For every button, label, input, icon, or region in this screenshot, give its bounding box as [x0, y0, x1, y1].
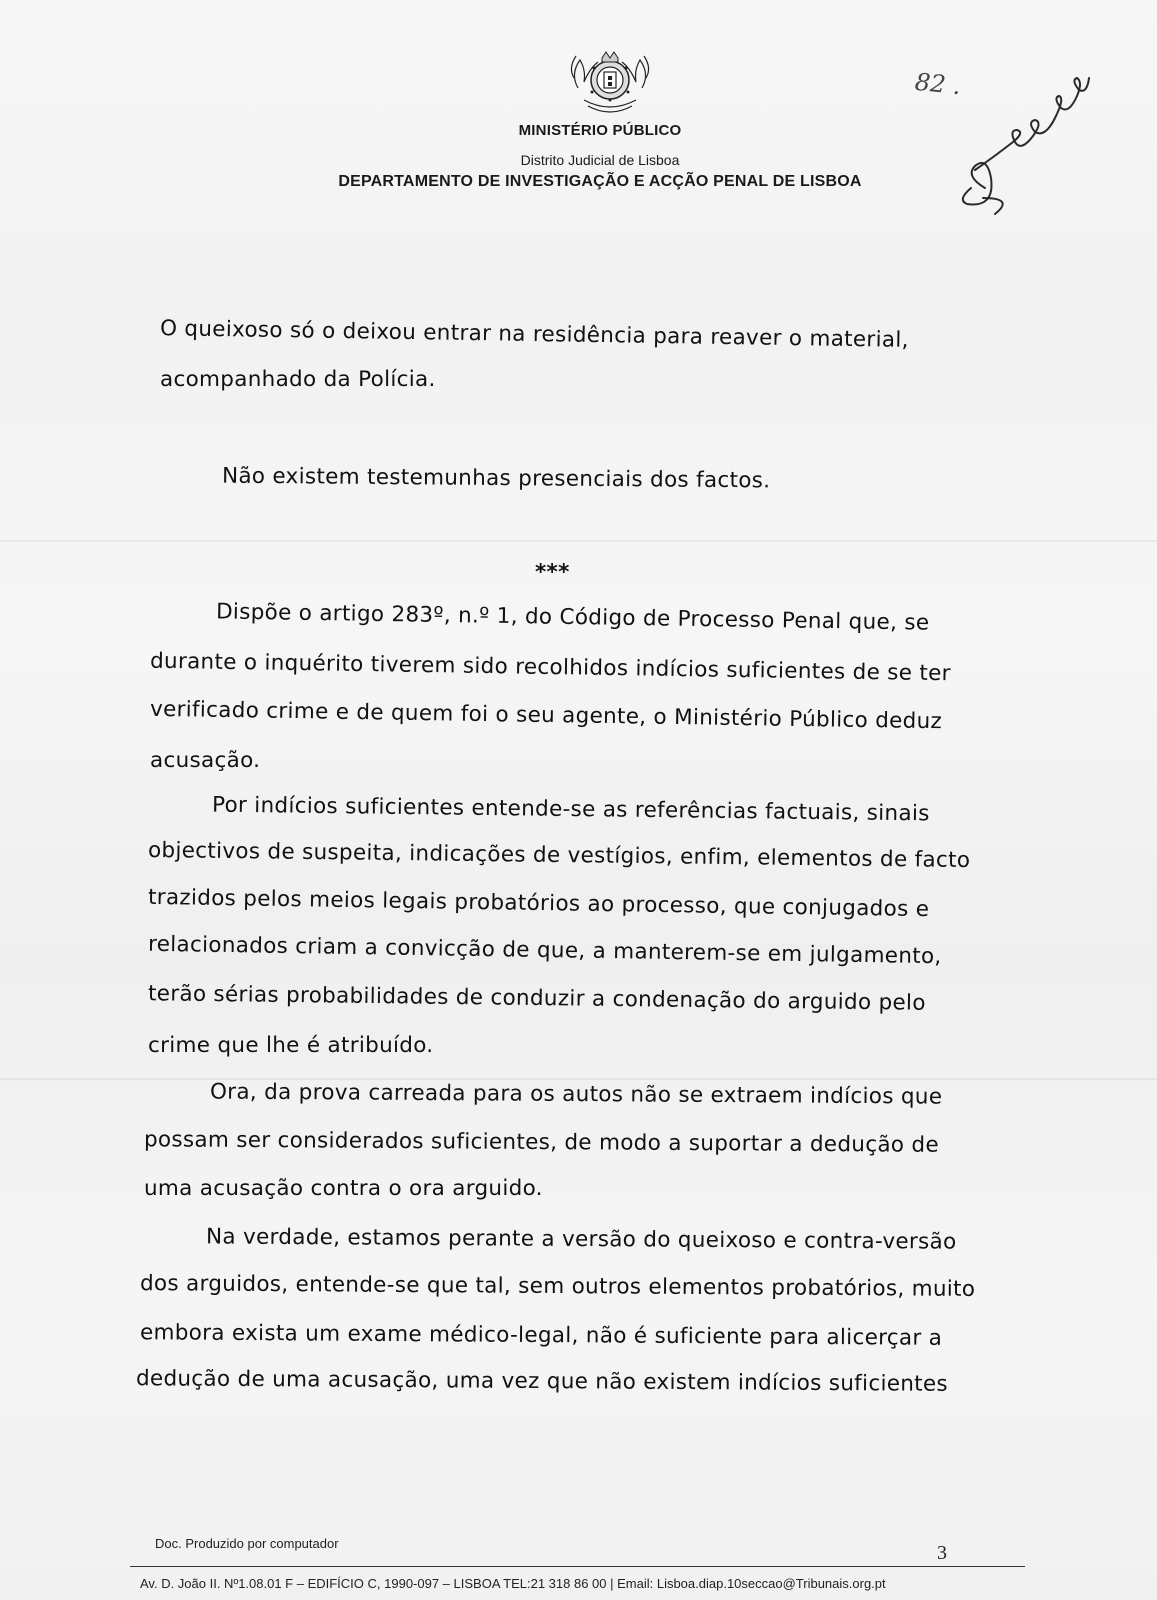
district-subheading: Distrito Judicial de Lisboa	[520, 152, 680, 168]
page-number: 3	[937, 1542, 947, 1564]
department-heading: DEPARTAMENTO DE INVESTIGAÇÃO E ACÇÃO PENAL DE LISBOA	[338, 173, 862, 190]
handwritten-signature-icon	[955, 38, 1095, 218]
footer-note: Doc. Produzido por computador	[155, 1536, 339, 1551]
paper-crease	[0, 1078, 1157, 1080]
body-line: trazidos pelos meios legais probatórios ao processo, que conjugados e	[147, 884, 930, 923]
handwritten-reference-number: 82 .	[913, 67, 963, 101]
footer-address: Av. D. João II. Nº1.08.01 F – EDIFÍCIO C, 1990-097 – LISBOA TEL:21 318 86 00 | Email: Lisboa.diap.10seccao@Tribunais.org.pt	[140, 1576, 886, 1591]
body-line: embora exista um exame médico-legal, não é suficiente para alicerçar a	[139, 1320, 943, 1351]
body-line: Por indícios suficientes entende-se as referências factuais, sinais	[211, 792, 930, 827]
body-line: Na verdade, estamos perante a versão do queixoso e contra-versão	[205, 1224, 957, 1255]
body-line: verificado crime e de quem foi o seu agente, o Ministério Público deduz	[149, 696, 943, 735]
body-line: O queixoso só o deixou entrar na residência para reaver o material,	[159, 316, 909, 353]
body-line: acompanhado da Polícia.	[160, 367, 436, 392]
body-line: dos arguidos, entende-se que tal, sem outros elementos probatórios, muito	[139, 1271, 976, 1302]
body-line: Dispõe o artigo 283º, n.º 1, do Código de Processo Penal que, se	[215, 599, 930, 636]
body-line: relacionados criam a convicção de que, a manterem-se em julgamento,	[147, 931, 942, 970]
body-line: Não existem testemunhas presenciais dos factos.	[221, 463, 771, 494]
body-line: possam ser considerados suficientes, de modo a suportar a dedução de	[143, 1127, 940, 1158]
body-line: uma acusação contra o ora arguido.	[144, 1176, 543, 1201]
body-line: durante o inquérito tiverem sido recolhidos indícios suficientes de se ter	[149, 648, 951, 687]
coat-of-arms-icon	[564, 48, 656, 118]
paper-crease	[0, 540, 1157, 542]
body-line: terão sérias probabilidades de conduzir a condenação do arguido pelo	[147, 981, 926, 1016]
body-line: acusação.	[150, 748, 261, 773]
ministry-heading: MINISTÉRIO PÚBLICO	[518, 122, 682, 139]
body-line: crime que lhe é atribuído.	[148, 1033, 434, 1058]
body-line: dedução de uma acusação, uma vez que não existem indícios suficientes	[135, 1366, 949, 1397]
body-line: Ora, da prova carreada para os autos não se extraem indícios que	[209, 1079, 943, 1110]
footer-divider	[130, 1566, 1025, 1567]
section-separator: ***	[535, 560, 570, 585]
body-line: objectivos de suspeita, indicações de vestígios, enfim, elementos de facto	[147, 837, 971, 874]
